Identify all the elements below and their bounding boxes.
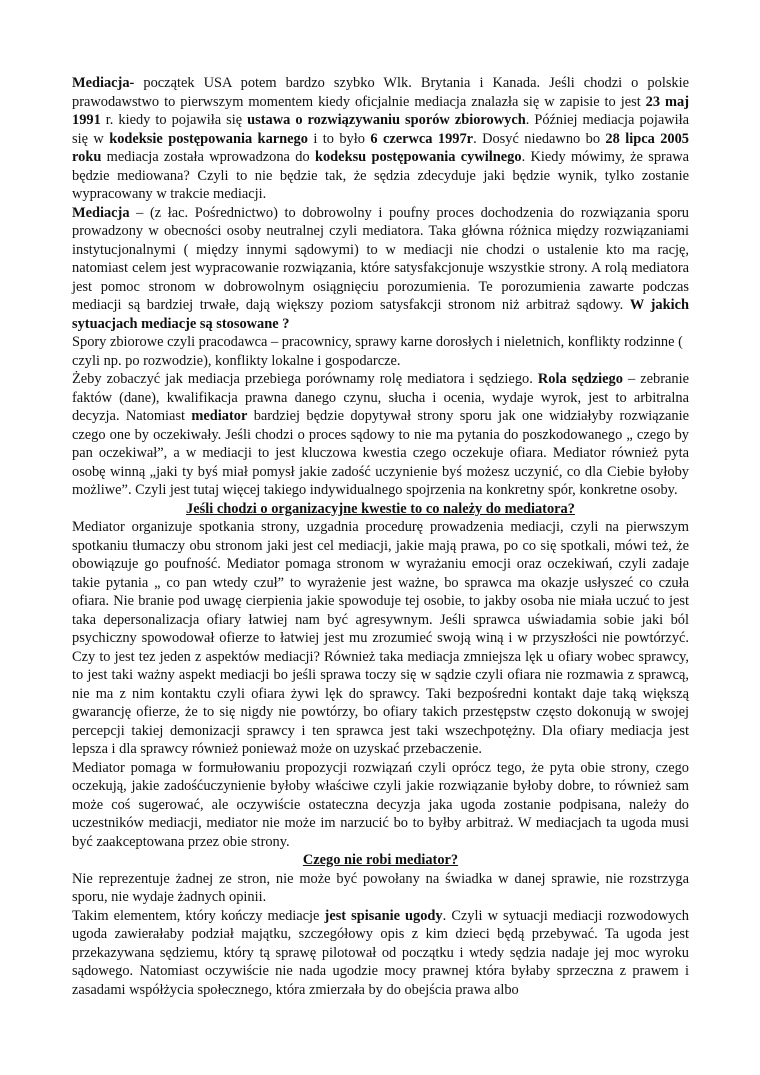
term-mediacja: Mediacja bbox=[72, 204, 130, 221]
text: r. kiedy to pojawiła się bbox=[100, 112, 248, 128]
paragraph-not-doing: Nie reprezentuje żadnej ze stron, nie może być powołany na świadka w danej sprawie, nie rozstrzyga sporu, nie wydaje żadnych opinii. bbox=[72, 870, 689, 905]
section-heading-organization: Jeśli chodzi o organizacyjne kwestie to co należy do mediatora? bbox=[186, 500, 575, 517]
text: . Kiedy mówimy, że sprawa będzie mediowana? Czyli to nie będzie tak, że sędzia zdecyduje jaki będzie wynik, tylko zostanie wypracowany w trakcie mediacji. bbox=[72, 149, 689, 202]
paragraph-settlement bbox=[72, 907, 689, 1000]
text: . Czyli w sytuacji mediacji rozwodowych ugoda zawierałaby podział majątku, szczegółowy opis z kim dzieci będą przebywać. Ta ugoda jest przekazywana sędziemu, który tą sprawę pilotował od początku i wtedy sędzia nadaje jej moc wyroku sądowego. Natomiast oczywiście nie nada ugodzie mocy prawnej która byłaby sprzeczna z prawem i zasadami współżycia społecznego, która zmierzała by do obejścia prawa albo bbox=[72, 907, 690, 998]
term-mediacja: Mediacja- bbox=[72, 75, 135, 91]
paragraph-definition bbox=[72, 204, 689, 334]
paragraph-proposals: Mediator pomaga w formułowaniu propozycji rozwiązań czyli oprócz tego, że pyta obie strony, czego oczekują, jakie zadośćuczynienie byłoby właściwe czyli jakie rozwiązanie byłoby dobre, to również sam może coś sugerować, ale oczywiście ostateczna decyzja jaka ugoda zostanie podpisana, należy do uczestników mediacji, mediator nie może im narzucić bo to byłby arbitraż. W mediacjach ta ugoda musi być zaakceptowana przez obie strony. bbox=[72, 759, 689, 850]
term-judge-role: Rola sędziego bbox=[537, 371, 623, 387]
text: – (z łac. Pośrednictwo) to dobrowolny i poufny proces dochodzenia do rozwiązania sporu prowadzony w obecności osoby neutralnej czyli mediatora. Taka główna różnica między rozwiązaniami instytucjonalnymi ( między innymi sądowymi) to w mediacji nie chodzi o ustalenie kto ma rację, natomiast celem jest wypracowanie rozwiązania, które satysfakcjonuje wszystkie strony. A rolą mediatora jest pomoc stronom w dobrowolnym osiągnięciu porozumienia. Te porozumienia zawarte podczas mediacji są bardziej trwałe, dają większy poziom satysfakcji stronom niż arbitraż sądowy. bbox=[72, 204, 689, 313]
term-settlement: jest spisanie ugody bbox=[324, 907, 443, 924]
law-name: kodeksu postępowania cywilnego bbox=[314, 149, 522, 165]
text: i to było bbox=[307, 130, 371, 147]
question-heading: W jakich sytuacjach mediacje są stosowane ? bbox=[72, 297, 689, 332]
text: początek USA potem bardzo szybko Wlk. Brytania i Kanada. Jeśli chodzi o polskie prawodawstwo to pierwszym momentem kiedy oficjalnie mediacja znalazła się w zapisie to jest bbox=[72, 75, 689, 110]
document-page bbox=[72, 74, 689, 999]
date-1991: 23 maj 1991 bbox=[72, 93, 689, 128]
text: . Dosyć niedawno bo bbox=[473, 130, 606, 147]
date-2005: 28 lipca 2005 roku bbox=[72, 130, 689, 165]
paragraph-roles bbox=[72, 370, 689, 500]
law-name: ustawa o rozwiązywaniu sporów zbiorowych bbox=[247, 112, 526, 128]
text: Takim elementem, który kończy mediacje bbox=[72, 907, 325, 924]
law-name: kodeksie postępowania karnego bbox=[109, 130, 308, 147]
term-mediator: mediator bbox=[191, 408, 248, 424]
paragraph-history bbox=[72, 74, 689, 204]
date-1997: 6 czerwca 1997r bbox=[370, 130, 474, 147]
text: bardziej będzie dopytywał strony sporu jak one widziałyby rozwiązanie czego one by oczekiwały. Jeśli chodzi o proces sądowy to nie ma pytania do poszkodowanego „ czego by pan oczekiwał”, a w mediacji to jest kluczowa kwestia czego oczekuje ofiara. Mediator również pyta osobę winną „jaki ty byś miał pomysł jakie zadość uczynienie byś możesz uczynić, co dla Ciebie byłoby możliwe”. Czyli jest tutaj więcej takiego indywidualnego spojrzenia na konkretny spór, konkretne osoby. bbox=[72, 408, 689, 498]
text: . Później mediacja pojawiła się w bbox=[72, 112, 690, 147]
paragraph-disputes: Spory zbiorowe czyli pracodawca – pracownicy, sprawy karne dorosłych i nieletnich, konflikty rodzinne ( czyli np. po rozwodzie), konflikty lokalne i gospodarcze. bbox=[72, 334, 683, 369]
text: mediacja została wprowadzona do bbox=[101, 149, 315, 165]
section-heading-not-doing: Czego nie robi mediator? bbox=[302, 852, 459, 868]
text: – zebranie faktów (dane), kwalifikacja prawna danego czynu, słucha i ocenia, wydaje wyrok, jest to arbitralna decyzja. Natomiast bbox=[72, 371, 689, 424]
paragraph-organization: Mediator organizuje spotkania strony, uzgadnia procedurę prowadzenia mediacji, czyli na pierwszym spotkaniu tłumaczy obu stronom jaki jest cel mediacji, jakie mają prawa, po co się spotkali, mówi też, że obowiązuje go poufność. Mediator pomaga stronom w wyrażaniu emocji oraz oczekiwań, czyli zadaje takie pytania „ co pan wtedy czuł” to wyrażenie jest ważne, bo sprawca ma okazje usłyszeć co czuła ofiara. Nie branie pod uwagę cierpienia jakie spowoduje tej osobie, to jakby osoba nie miała uczuć to jest taka depersonalizacja ofiary łatwiej nam być agresywnym. Jeśli sprawca uświadamia sobie jaki ból psychiczny spowodował ofierze to łatwiej jest mu zrozumieć swoją winą i w przyszłości nie powtórzyć. Czy to jest tez jeden z aspektów mediacji? Również taka mediacja zmniejsza lęk u ofiary wobec sprawcy, to jest taki ważny aspekt mediacji bo jeśli sprawa toczy się w sądzie czyli ofiara nie rozmawia z sprawcą, nie ma z nim kontaktu czyli ofiara żywi lęk do sprawcy. Taki bezpośredni kontakt daje taką większą gwarancję ofierze, że to się nigdy nie powtórzy, bo ofiary takich przestępstw często dokonują w swojej percepcji takiej demonizacji sprawcy i ten sprawca jest taki wszechpotężny. Dla ofiary mediacja jest lepsza i dla sprawcy również ponieważ może on uzyskać przebaczenie. bbox=[72, 519, 689, 757]
text: Żeby zobaczyć jak mediacja przebiega porównamy rolę mediatora i sędziego. bbox=[72, 371, 538, 387]
